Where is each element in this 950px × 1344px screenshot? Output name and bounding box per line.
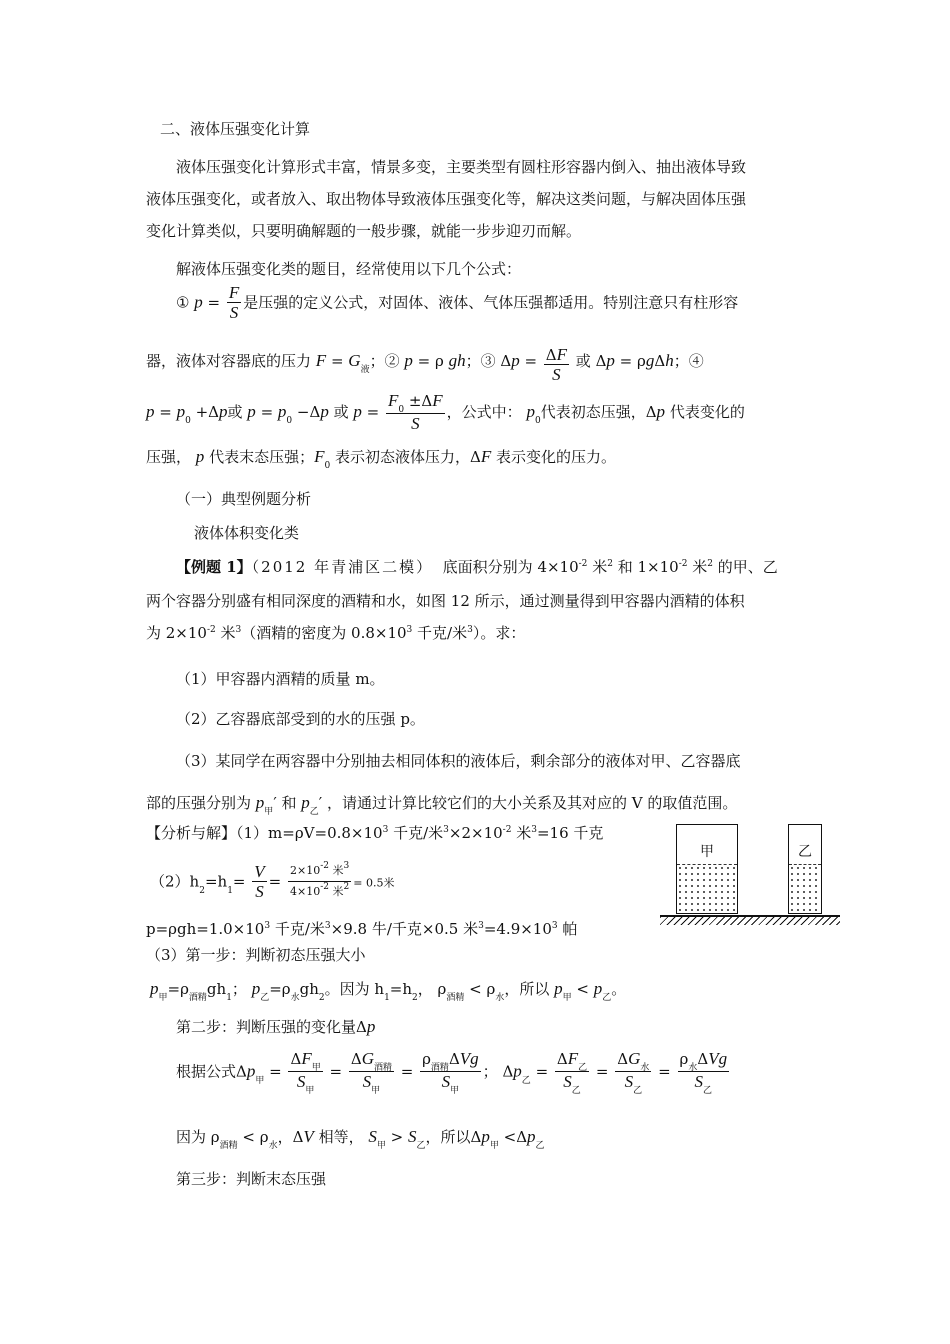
example-line-1: 【例题 1】（2012 年青浦区二模） 底面积分别为 $4\times 10^{-2}$ 米$^2$ 和 $1\times 10^{-2}$ 米$^2$ 的甲、乙	[176, 558, 778, 576]
step-3: 第三步：判断末态压强	[176, 1170, 327, 1188]
step-1: （3）第一步：判断初态压强大小	[146, 946, 366, 964]
question-1: （1）甲容器内酒精的质量 m。	[176, 670, 385, 688]
analysis-line-3: $p=\rho gh=1.0\times 10^3$ 千克/米$^3$×9.8 牛/千克×0.5 米$^3=4.9\times 10^3$ 帕	[146, 920, 578, 938]
formula-line-4: 压强， p 代表末态压强；$F_0$ 表示初态液体压力，ΔF 表示变化的压力。	[146, 447, 617, 471]
container-jia	[676, 824, 738, 914]
category-heading: 液体体积变化类	[194, 524, 300, 542]
question-3-line-2: 部的压强分别为 $p_甲'$ 和 $p_乙'$ ，请通过计算比较它们的大小关系及其对应的 V 的取值范围。	[146, 793, 738, 817]
section-title: 二、液体压强变化计算	[160, 120, 311, 138]
sub-heading: （一）典型例题分析	[176, 490, 312, 508]
formula-line-3: $p = p_0 +\Delta p$或 $p = p_0 -\Delta p$ 或 p = $\frac{F_0 \pm\Delta F}{S}$ ，公式中： $p_0$代表初态压强，Δp 代表变化的	[146, 391, 745, 433]
intro-line-3: 变化计算类似，只要明确解题的一般步骤，就能一步步迎刃而解。	[146, 222, 582, 240]
formula-line-1: ① p = $\frac{F}{S}$ 是压强的定义公式，对固体、液体、气体压强都适用。特别注意只有柱形容	[176, 283, 739, 322]
step-2-because: 因为 $\rho_{酒精} < \rho_水$，ΔV 相等， $S_甲 > S_乙$，所以$\Delta p_甲 <\Delta p_乙$	[176, 1127, 545, 1151]
step-2: 第二步：判断压强的变化量Δp	[176, 1017, 376, 1036]
example-line-3: 为 $2\times 10^{-2}$ 米$^3$（酒精的密度为 $0.8\times 10^3$ 千克/米$^3$）。求：	[146, 624, 526, 642]
ground-hatch	[660, 917, 840, 925]
analysis-line-1: 【分析与解】$(1)m=\rho V=0.8\times 10^3$ 千克/米$^3\times 2\times 10^{-2}$ 米$^3$=16 千克	[146, 824, 604, 842]
water-liquid	[789, 864, 821, 913]
analysis-line-2: $(2)h_2=h_1=$ $\frac{V}{S}$ = $\frac{2\times 10^{-2} 米^3}{4\times 10^{-2} 米^2}$ = 0.5米	[150, 861, 395, 901]
step-2-formula: 根据公式$\Delta p_甲$ = $\frac{\Delta F_甲}{S_甲}$ = $\frac{\Delta G_{酒精}}{S_甲}$ = $\frac{\rho_{酒精}\Delta Vg}{S_甲}$ ； $\Delta p_乙$ = $\frac{\Delta F_乙}{S_乙}$ = $\frac{\Delta G_水}{S_乙}$ = $\frac{\rho_水\Delta Vg}{S_乙}$	[176, 1049, 728, 1096]
alcohol-liquid	[677, 864, 737, 913]
question-3-line-1: （3）某同学在两容器中分别抽去相同体积的液体后，剩余部分的液体对甲、乙容器底	[176, 752, 741, 770]
intro-line-2: 液体压强变化，或者放入、取出物体导致液体压强变化等，解决这类问题，与解决固体压强	[146, 190, 747, 208]
step-1-formula: $p_甲=\rho_{酒精}gh_1$； $p_乙=\rho_水gh_2$。因为 $h_1=h_2$， $\rho_{酒精} < \rho_水$，所以 $p_甲 < p_乙$。	[150, 979, 627, 1003]
example-line-2: 两个容器分别盛有相同深度的酒精和水，如图 12 所示，通过测量得到甲容器内酒精的体积	[146, 592, 745, 610]
formula-line-2: 器，液体对容器底的压力 $F = G_液$；② p = ρ gh；③ Δp = $\frac{\Delta F}{S}$ 或 Δp = ρgΔh；④	[146, 345, 704, 384]
formulas-intro: 解液体压强变化类的题目，经常使用以下几个公式：	[176, 260, 522, 278]
intro-line-1: 液体压强变化计算形式丰富，情景多变，主要类型有圆柱形容器内倒入、抽出液体导致	[176, 158, 747, 176]
figure-containers	[660, 822, 840, 932]
label-jia: 甲	[700, 844, 714, 860]
label-yi: 乙	[798, 844, 812, 860]
question-2: （2）乙容器底部受到的水的压强 p。	[176, 710, 425, 728]
container-yi	[788, 824, 822, 914]
